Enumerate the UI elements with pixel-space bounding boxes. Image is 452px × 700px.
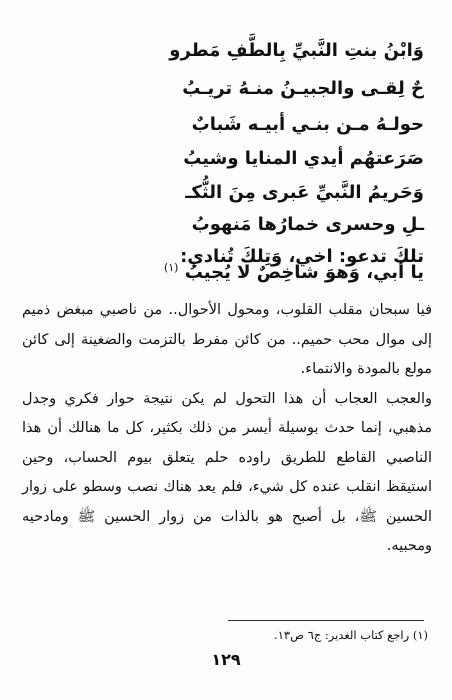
page-number: ١٢٩ xyxy=(211,650,241,669)
footnote-reference: (١) xyxy=(163,261,179,274)
poem-line: حٌ لِقـى والجبيـنُ منـهُ تريـبُ xyxy=(182,78,424,99)
poem-line: وَحَريمُ النَّبيِّ عَبرى مِنَ الثُّكـ xyxy=(185,182,424,203)
poem-line: صَرَعتهُم أيدي المنايا وشيبُ xyxy=(183,148,424,169)
poem-line-last xyxy=(164,262,424,282)
poem-line: ـلِ وحسرى خمارُها مَنهوبُ xyxy=(191,214,424,235)
footnote: (١) راجع كتاب الغدير: ج٦ ص١٣. xyxy=(274,628,428,642)
paragraph: فيا سبحان مقلب القلوب، ومحول الأحوال.. من ناصبي مبغض ذميم إلى موال محب حميم.. من كائن مفرط بالتزمت والضغينة إلى كائن مولع بالمودة والانتماء. xyxy=(22,302,432,377)
poem-line-text: يا أبي، وَهوَ شاخِصٌ لا يُجيبُ xyxy=(184,262,424,283)
paragraph: والعجب العجاب أن هذا التحول لم يكن نتيجة حوار فكري وجدل مذهبي، إنما حدث بوسيلة أيسر من ذلك بكثير، كل ما هنالك أن هذا الناصبي القاطع للطريق راوده حلم يتعلق بيوم الحساب، وحين استيقظ انقلب عنده كل شيء، فلم يعد هناك نصب وسطو على زوار الحسين ﷺ، بل أصبح هو بالذات من زوار الحسين ﷺ ومادحيه ومحبيه. xyxy=(22,390,432,554)
poem-line: حولـهُ مـن بنـي أبيـه شَبابٌ xyxy=(191,114,424,135)
footnote-separator xyxy=(228,620,424,621)
poem-line: وَابْنُ بنتِ النَّبيِّ بِالطَّفِ مَطرو xyxy=(169,40,424,61)
prose-body xyxy=(22,296,432,562)
poem-line: تلكَ تدعو: اخي، وَتِلكَ تُنادي: xyxy=(180,246,424,267)
